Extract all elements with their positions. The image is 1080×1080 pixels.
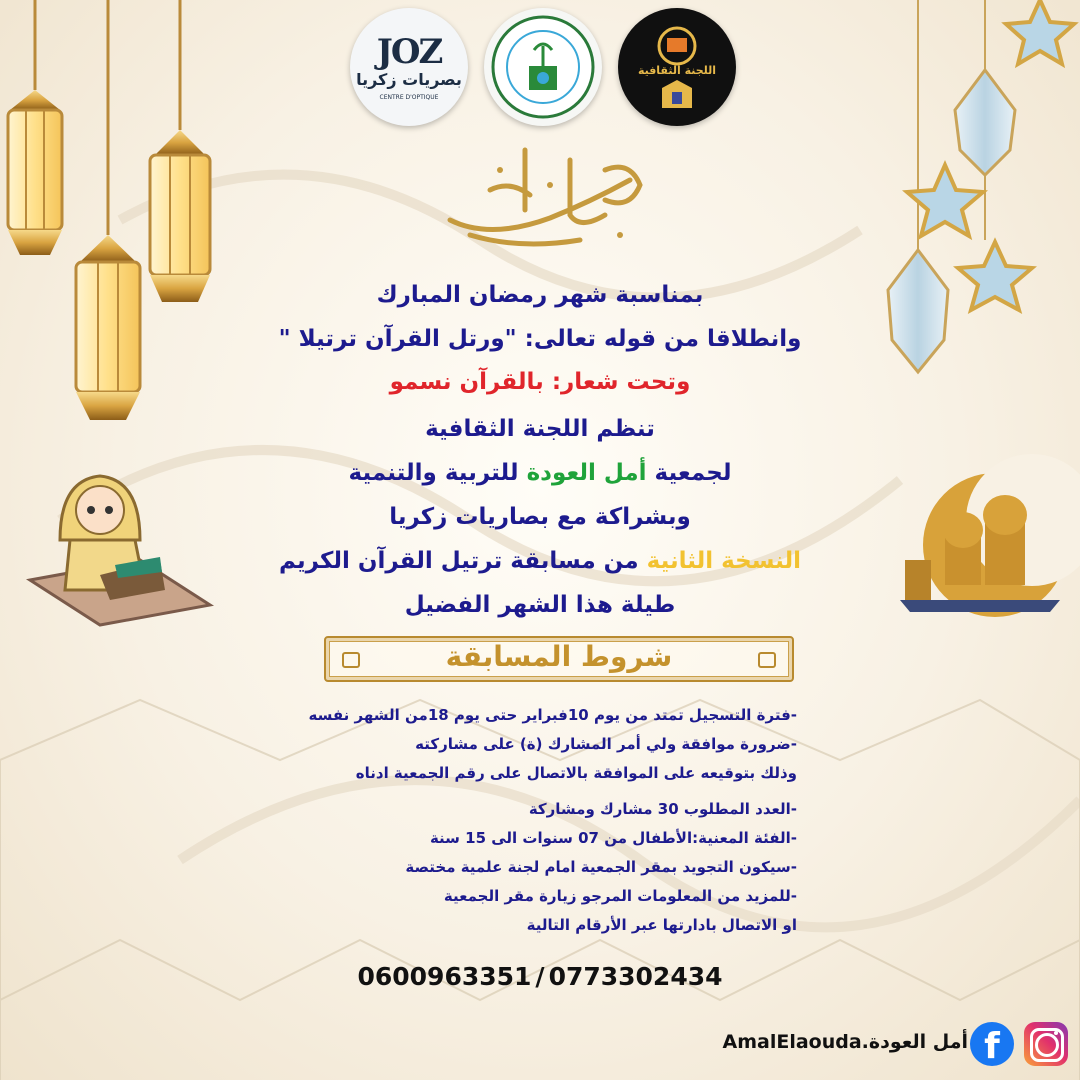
intro-line-8: طيلة هذا الشهر الفضيل (404, 592, 676, 618)
intro-line-5-part-a: لجمعية (646, 460, 732, 486)
optic-logo-mark: JOZ (376, 32, 442, 72)
conditions-title-box (324, 636, 794, 682)
intro-line-4: تنظم اللجنة الثقافية (425, 416, 655, 442)
intro-line-6: وبشراكة مع بصاريات زكريا (389, 504, 691, 530)
optic-logo (350, 8, 468, 126)
optic-logo-name: بصريات زكريا (356, 70, 462, 89)
intro-line-5 (0, 460, 1080, 486)
condition-item: -سيكون التجويد بمقر الجمعية امام لجنة علمية مختصة (405, 858, 797, 876)
condition-item: -فترة التسجيل تمتد من يوم 10فبراير حتى يوم 18من الشهر نفسه (308, 706, 797, 724)
condition-item: -الفئة المعنية:الأطفال من 07 سنوات الى 15 سنة (429, 829, 797, 847)
condition-item: -ضرورة موافقة ولي أمر المشارك (ة) على مشاركته (415, 735, 797, 753)
instagram-lens (1035, 1033, 1059, 1057)
intro-line-2: وانطلاقا من قوله تعالى: "ورتل القرآن ترتيلا " (278, 326, 802, 352)
edition-highlight: النسخة الثانية (646, 548, 802, 574)
phone-number-2[interactable]: 0773302434 (548, 962, 723, 991)
condition-item: -للمزيد من المعلومات المرجو زيارة مقر الجمعية (443, 887, 797, 905)
lantern-icon (8, 0, 62, 255)
optic-logo-sub: CENTRE D'OPTIQUE (379, 94, 439, 101)
intro-line-5-part-c: للتربية والتنمية (348, 460, 527, 486)
intro-line-7-part-b: من مسابقة ترتيل القرآن الكريم (278, 548, 647, 574)
phone-separator: / (535, 962, 545, 991)
ramadan-mubarak-calligraphy (430, 140, 660, 260)
instagram-icon[interactable] (1024, 1022, 1068, 1066)
association-name-highlight: أمل العودة (526, 460, 647, 486)
conditions-title: شروط المسابقة (445, 640, 673, 673)
condition-item: -العدد المطلوب 30 مشارك ومشاركة (528, 800, 797, 818)
phone-number-1[interactable]: 0600963351 (357, 962, 532, 991)
instagram-dot (1054, 1031, 1058, 1035)
slogan-line: وتحت شعار: بالقرآن نسمو (389, 369, 691, 395)
condition-item: او الاتصال بادارتها عبر الأرقام التالية (526, 916, 797, 934)
association-emblem-icon (484, 8, 602, 126)
facebook-icon[interactable]: f (970, 1022, 1014, 1066)
cultural-committee-name: اللجنة الثقافية (637, 64, 717, 77)
association-logo (484, 8, 602, 126)
cultural-committee-logo (618, 8, 736, 126)
lantern-icon (150, 0, 210, 302)
intro-line-7 (0, 548, 1080, 574)
condition-item: وذلك بتوقيعه على الموافقة بالاتصال على رقم الجمعية ادناه (355, 764, 797, 782)
phone-numbers (0, 962, 1080, 991)
social-handle[interactable]: AmalElaouda.أمل العودة (722, 1031, 968, 1053)
intro-line-1: بمناسبة شهر رمضان المبارك (376, 282, 704, 308)
